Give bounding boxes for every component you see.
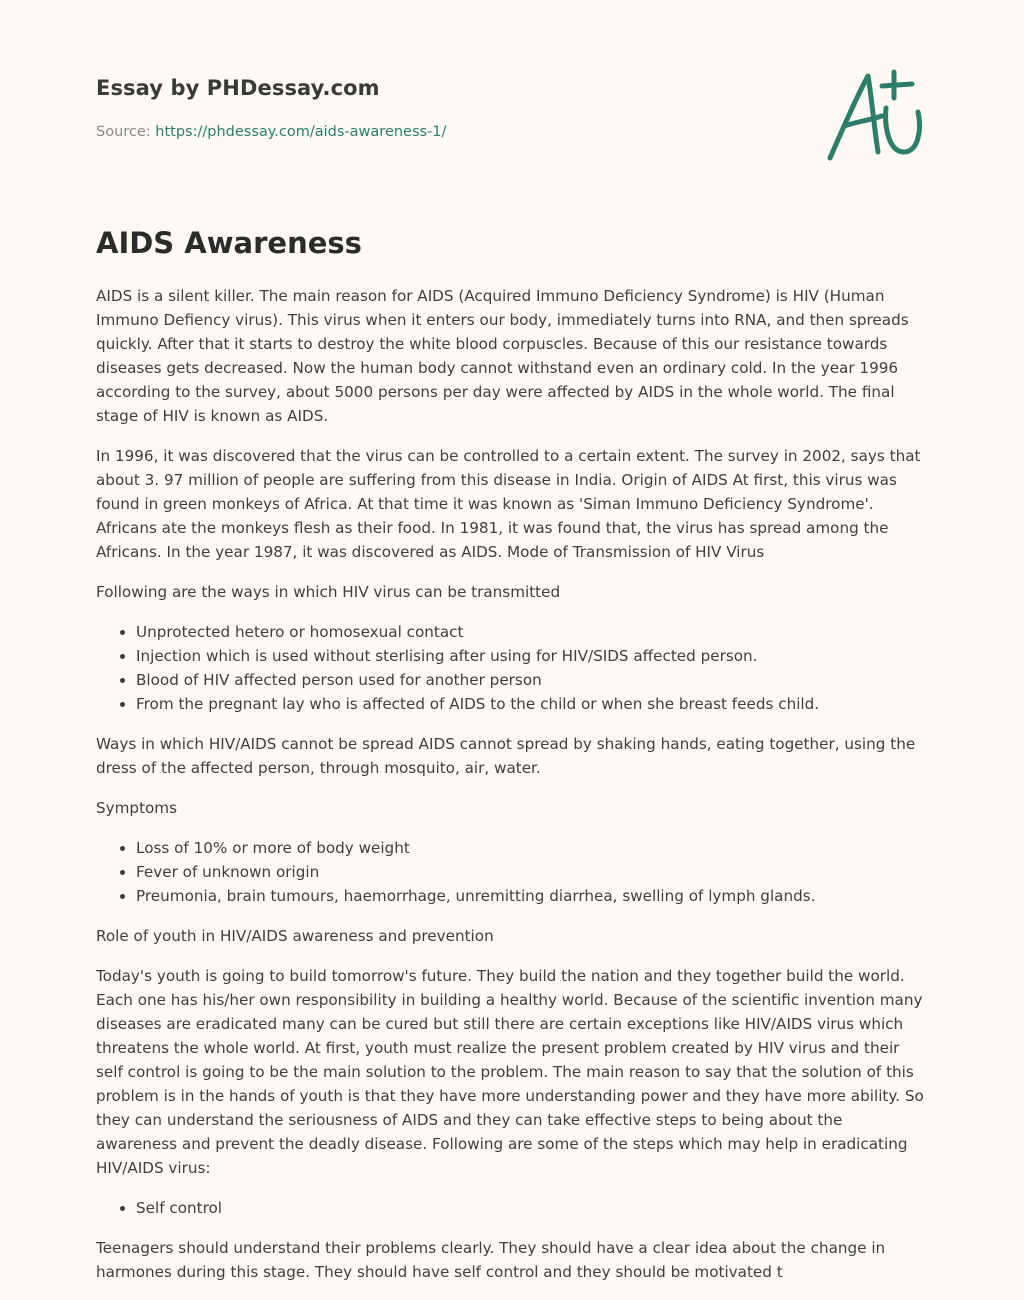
paragraph-1: AIDS is a silent killer. The main reason for AIDS (Acquired Immuno Deficiency Syndrome) is HIV (Human Immuno Defiency virus). This virus when it enters our body, immediately turns into RNA, and then spreads quickly. After that it starts to destroy the white blood corpuscles. Because of this our resistance towards diseases gets decreased. Now the human body cannot withstand even an ordinary cold. In the year 1996 according to the survey, about 5000 persons per day were affected by AIDS in the whole world. The final stage of HIV is known as AIDS. <box>96 287 909 425</box>
paragraph-2: In 1996, it was discovered that the virus can be controlled to a certain extent. The survey in 2002, says that about 3. 97 million of people are suffering from this disease in India. Origin of AIDS At first, this virus was found in green monkeys of Africa. At that time it was known as 'Siman Immuno Deficiency Syndrome'. Africans ate the monkeys flesh as their food. In 1981, it was found that, the virus has spread among the Africans. In the year 1987, it was discovered as AIDS. Mode of Transmission of HIV Virus <box>96 447 921 561</box>
paragraph-6: Role of youth in HIV/AIDS awareness and prevention <box>96 927 494 945</box>
paragraph-7: Today's youth is going to build tomorrow's future. They build the nation and they together build the world. Each one has his/her own responsibility in building a healthy world. Because of the scientific invention many diseases are eradicated many can be cured but still there are certain exceptions like HIV/AIDS virus which threatens the whole world. At first, youth must realize the present problem created by HIV virus and their self control is going to be the main solution to the problem. The main reason to say that the solution of this problem is in the hands of youth is that they have more understanding power and they have more ability. So they can understand the seriousness of AIDS and they can take effective steps to being about the awareness and prevent the deadly disease. Following are some of the steps which may help in eradicating HIV/AIDS virus: <box>96 967 924 1177</box>
list-item: • Injection which is used without sterlising after using for HIV/SIDS affected person. <box>136 644 928 668</box>
list-item: • Blood of HIV affected person used for another person <box>136 668 928 692</box>
list-item: • Unprotected hetero or homosexual contact <box>136 620 928 644</box>
source-line <box>96 124 446 140</box>
paragraph-4: Ways in which HIV/AIDS cannot be spread AIDS cannot spread by shaking hands, eating together, using the dress of the affected person, through mosquito, air, water. <box>96 735 916 777</box>
transmission-list <box>96 620 928 716</box>
paragraph-5: Symptoms <box>96 799 178 817</box>
source-link[interactable]: https://phdessay.com/aids-awareness-1/ <box>155 124 447 140</box>
source-label: Source: <box>96 124 151 140</box>
list-item: • Fever of unknown origin <box>136 860 928 884</box>
list-item: • From the pregnant lay who is affected of AIDS to the child or when she breast feeds child. <box>136 692 928 716</box>
list-item: • Preumonia, brain tumours, haemorrhage, unremitting diarrhea, swelling of lymph glands. <box>136 884 928 908</box>
steps-list <box>96 1196 928 1220</box>
a-plus-logo-icon <box>822 64 930 168</box>
essay-title: AIDS Awareness <box>96 226 362 260</box>
brand-title: Essay by PHDessay.com <box>96 76 380 100</box>
list-item: • Self control <box>136 1196 928 1220</box>
paragraph-3: Following are the ways in which HIV virus can be transmitted <box>96 583 561 601</box>
paragraph-8: Teenagers should understand their problems clearly. They should have a clear idea about the change in harmones during this stage. They should have self control and they should be motivated t <box>96 1239 886 1281</box>
essay-body <box>96 284 928 1300</box>
symptoms-list <box>96 836 928 908</box>
list-item: • Loss of 10% or more of body weight <box>136 836 928 860</box>
